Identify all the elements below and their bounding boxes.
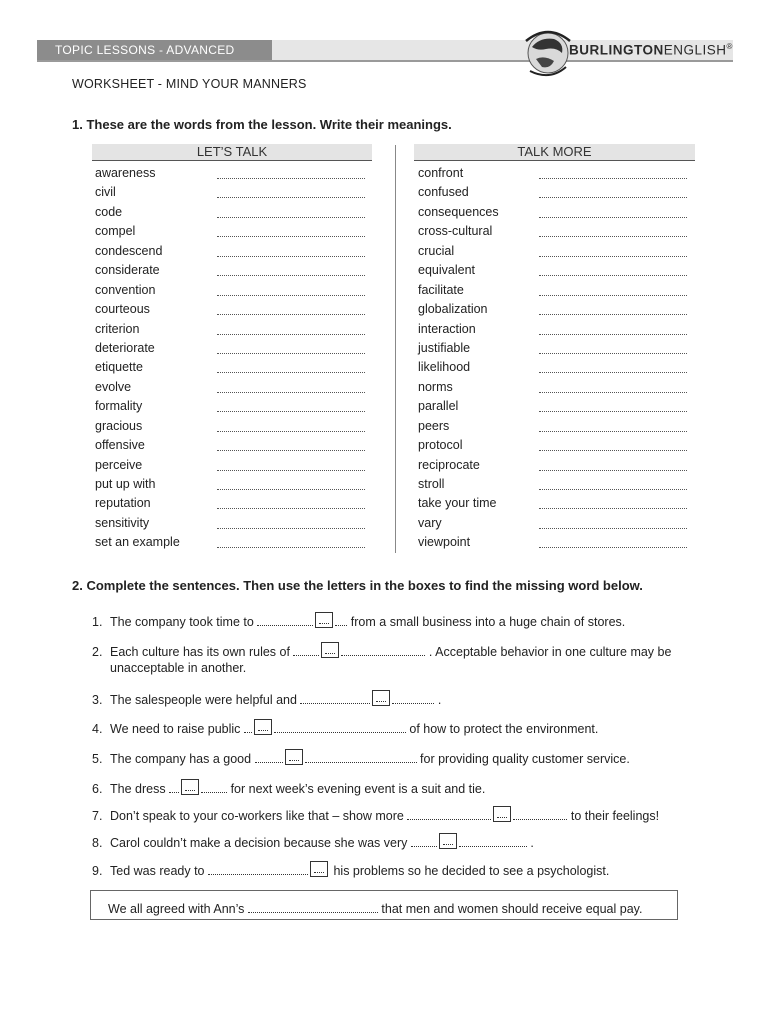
vocab-item (95, 399, 180, 418)
sentence-item (92, 861, 609, 878)
vocab-word: criterion (95, 321, 140, 336)
vocab-item (418, 516, 499, 535)
vocab-word: courteous (95, 302, 150, 317)
meaning-blank[interactable] (217, 334, 365, 335)
letter-blank[interactable] (459, 836, 527, 847)
vocab-word: convention (95, 282, 156, 297)
vocab-word: code (95, 204, 123, 219)
lets-talk-word-list (95, 166, 180, 555)
answer-pre-text: We all agreed with Ann’s (108, 902, 245, 916)
vocab-word: condescend (95, 243, 163, 258)
vocab-item (418, 496, 499, 515)
question-2-prompt: 2. Complete the sentences. Then use the letters in the boxes to find the missing word below. (72, 578, 643, 593)
letter-blank[interactable] (244, 722, 252, 733)
sentence-pre-text: The company took time to (110, 615, 254, 629)
vocab-item (418, 341, 499, 360)
brand-name: BURLINGTONENGLISH® (569, 42, 733, 58)
letter-blank[interactable] (411, 836, 437, 847)
sentence-number: 8. (92, 836, 103, 850)
sentence-pre-text: Each culture has its own rules of (110, 645, 290, 659)
meaning-blank[interactable] (539, 334, 687, 335)
sentence-pre-text: The company has a good (110, 752, 252, 766)
letter-blank[interactable] (407, 809, 491, 820)
letter-blank[interactable] (274, 722, 406, 733)
letter-box[interactable] (439, 833, 457, 849)
vocab-word: etiquette (95, 360, 143, 375)
letter-box[interactable] (254, 719, 272, 735)
vocab-item (418, 185, 499, 204)
sentence-item (92, 612, 625, 629)
letter-blank[interactable] (305, 752, 417, 763)
vocab-word: vary (418, 515, 442, 530)
vocab-word: facilitate (418, 282, 464, 297)
vocab-word: take your time (418, 496, 497, 511)
sentence-item (92, 690, 441, 707)
meaning-blank[interactable] (217, 431, 365, 432)
letter-blank[interactable] (300, 693, 370, 704)
vocab-item (418, 224, 499, 243)
vocab-word: set an example (95, 535, 180, 550)
sentence-pre-text: The dress (110, 782, 166, 796)
meaning-blank[interactable] (539, 178, 687, 179)
vocab-item (418, 477, 499, 496)
meaning-blank[interactable] (539, 450, 687, 451)
vocab-word: put up with (95, 477, 156, 491)
vocab-word: globalization (418, 302, 488, 317)
sentence-item (92, 749, 630, 766)
vocab-word: viewpoint (418, 535, 471, 550)
meaning-blank[interactable] (217, 372, 365, 373)
letter-box[interactable] (493, 806, 511, 822)
talk-more-heading: TALK MORE (414, 144, 695, 161)
letter-box[interactable] (321, 642, 339, 658)
sentence-pre-text: We need to raise public (110, 722, 241, 736)
column-divider (395, 145, 396, 553)
answer-blank[interactable] (248, 902, 378, 913)
vocab-item (418, 535, 499, 554)
vocab-item (95, 302, 180, 321)
letter-blank[interactable] (169, 782, 179, 793)
meaning-blank[interactable] (539, 489, 687, 490)
vocab-item (95, 438, 180, 457)
meaning-blank[interactable] (539, 275, 687, 276)
meaning-blank[interactable] (217, 314, 365, 315)
vocab-item (95, 283, 180, 302)
vocab-word: reciprocate (418, 457, 480, 472)
lets-talk-heading: LET’S TALK (92, 144, 372, 161)
meaning-blank[interactable] (217, 411, 365, 412)
vocab-word: deteriorate (95, 340, 155, 355)
vocab-word: formality (95, 399, 143, 414)
vocab-word: protocol (418, 438, 463, 453)
answer-post-text: that men and women should receive equal pay. (381, 902, 643, 916)
meaning-blank[interactable] (539, 392, 687, 393)
meaning-blank[interactable] (217, 547, 365, 548)
sentence-item (92, 779, 485, 796)
vocab-word: compel (95, 224, 136, 239)
vocab-item (418, 419, 499, 438)
meaning-blank[interactable] (539, 528, 687, 529)
meaning-blank[interactable] (217, 197, 365, 198)
vocab-item (418, 438, 499, 457)
letter-box[interactable] (315, 612, 333, 628)
sentence-post-text: for next week’s evening event is a suit and tie. (230, 782, 486, 796)
sentence-continuation: unacceptable in another. (110, 661, 247, 675)
vocab-word: norms (418, 379, 453, 394)
vocab-item (95, 360, 180, 379)
meaning-blank[interactable] (217, 470, 365, 471)
sentence-pre-text: Don’t speak to your co-workers like that – show more (110, 809, 404, 823)
sentence-post-text: of how to protect the environment. (409, 722, 599, 736)
sentence-post-text: . (530, 836, 534, 850)
vocab-word: equivalent (418, 263, 475, 278)
meaning-blank[interactable] (539, 314, 687, 315)
sentence-number: 1. (92, 615, 103, 629)
vocab-item (95, 380, 180, 399)
sentence-pre-text: Ted was ready to (110, 864, 205, 878)
vocab-item (418, 244, 499, 263)
vocab-word: confused (418, 185, 469, 200)
vocab-item (418, 283, 499, 302)
letter-blank[interactable] (341, 645, 425, 656)
topic-tab: TOPIC LESSONS - ADVANCED (37, 40, 272, 60)
letter-box[interactable] (310, 861, 328, 877)
question-1-prompt: 1. These are the words from the lesson. Write their meanings. (72, 117, 452, 132)
vocab-word: crucial (418, 243, 455, 258)
letter-blank[interactable] (293, 645, 319, 656)
vocab-word: justifiable (418, 340, 471, 355)
letter-box[interactable] (181, 779, 199, 795)
letter-box[interactable] (372, 690, 390, 706)
meaning-blank[interactable] (539, 217, 687, 218)
vocab-word: evolve (95, 379, 132, 394)
meaning-blank[interactable] (539, 431, 687, 432)
vocab-word: offensive (95, 438, 145, 453)
vocab-word: reputation (95, 496, 151, 511)
meaning-blank[interactable] (217, 295, 365, 296)
vocab-word: interaction (418, 321, 476, 336)
vocab-word: civil (95, 185, 116, 200)
vocab-item (95, 341, 180, 360)
sentence-post-text: his problems so he decided to see a psychologist. (333, 864, 610, 878)
meaning-blank[interactable] (217, 392, 365, 393)
worksheet-title: WORKSHEET - MIND YOUR MANNERS (72, 77, 307, 91)
sentence-number: 4. (92, 722, 103, 736)
meaning-blank[interactable] (539, 256, 687, 257)
sentence-post-text: . (437, 693, 442, 707)
letter-blank[interactable] (513, 809, 567, 820)
sentence-number: 6. (92, 782, 103, 796)
sentence-pre-text: Carol couldn’t make a decision because she was very (110, 836, 408, 850)
meaning-blank[interactable] (217, 236, 365, 237)
sentence-number: 3. (92, 693, 103, 707)
sentence-post-text: for providing quality customer service. (420, 752, 630, 766)
vocab-item (418, 458, 499, 477)
meaning-blank[interactable] (217, 275, 365, 276)
sentence-post-text: to their feelings! (570, 809, 660, 823)
vocab-item (95, 419, 180, 438)
vocab-item (418, 166, 499, 185)
vocab-word: cross-cultural (418, 224, 493, 239)
sentence-number: 5. (92, 752, 103, 766)
vocab-word: gracious (95, 418, 143, 433)
vocab-item (95, 263, 180, 282)
letter-blank[interactable] (201, 782, 227, 793)
meaning-blank[interactable] (217, 178, 365, 179)
sentence-post-text: from a small business into a huge chain of stores. (350, 615, 626, 629)
meaning-blank[interactable] (539, 547, 687, 548)
letter-blank[interactable] (335, 615, 347, 626)
sentence-post-text: . Acceptable behavior in one culture may be (428, 645, 672, 659)
vocab-item (95, 322, 180, 341)
meaning-blank[interactable] (217, 353, 365, 354)
vocab-item (418, 205, 499, 224)
meaning-blank[interactable] (217, 450, 365, 451)
vocab-item (418, 263, 499, 282)
vocab-item (418, 380, 499, 399)
talk-more-word-list (418, 166, 499, 555)
sentence-number: 9. (92, 864, 103, 878)
vocab-item (418, 302, 499, 321)
vocab-item (95, 205, 180, 224)
meaning-blank[interactable] (539, 236, 687, 237)
vocab-word: sensitivity (95, 515, 150, 530)
vocab-word: parallel (418, 399, 459, 414)
vocab-item (418, 399, 499, 418)
sentence-number: 7. (92, 809, 103, 823)
meaning-blank[interactable] (217, 217, 365, 218)
meaning-blank[interactable] (217, 508, 365, 509)
letter-blank[interactable] (257, 615, 313, 626)
vocab-word: awareness (95, 166, 156, 180)
letter-box[interactable] (285, 749, 303, 765)
meaning-blank[interactable] (539, 295, 687, 296)
vocab-item (95, 458, 180, 477)
missing-word-sentence (108, 902, 642, 916)
vocab-item (95, 516, 180, 535)
letter-blank[interactable] (392, 693, 434, 704)
vocab-item (95, 477, 180, 496)
vocab-item (418, 360, 499, 379)
sentence-item (92, 833, 534, 850)
vocab-word: perceive (95, 457, 143, 472)
meaning-blank[interactable] (539, 411, 687, 412)
meaning-blank[interactable] (539, 372, 687, 373)
vocab-item (95, 166, 180, 185)
vocab-item (95, 244, 180, 263)
meaning-blank[interactable] (539, 470, 687, 471)
vocab-word: stroll (418, 477, 445, 491)
vocab-item (418, 322, 499, 341)
vocab-word: confront (418, 166, 464, 180)
vocab-item (95, 535, 180, 554)
meaning-blank[interactable] (217, 528, 365, 529)
vocab-word: consequences (418, 204, 499, 219)
sentence-pre-text: The salespeople were helpful and (110, 693, 297, 707)
vocab-word: likelihood (418, 360, 471, 375)
vocab-item (95, 224, 180, 243)
vocab-item (95, 496, 180, 515)
sentence-number: 2. (92, 645, 103, 659)
meaning-blank[interactable] (539, 353, 687, 354)
vocab-word: considerate (95, 263, 160, 278)
letter-blank[interactable] (255, 752, 283, 763)
sentence-item (92, 642, 671, 675)
meaning-blank[interactable] (217, 489, 365, 490)
meaning-blank[interactable] (539, 508, 687, 509)
meaning-blank[interactable] (539, 197, 687, 198)
vocab-word: peers (418, 418, 450, 433)
letter-blank[interactable] (208, 864, 308, 875)
vocab-item (95, 185, 180, 204)
sentence-item (92, 719, 598, 736)
meaning-blank[interactable] (217, 256, 365, 257)
sentence-item (92, 806, 659, 823)
